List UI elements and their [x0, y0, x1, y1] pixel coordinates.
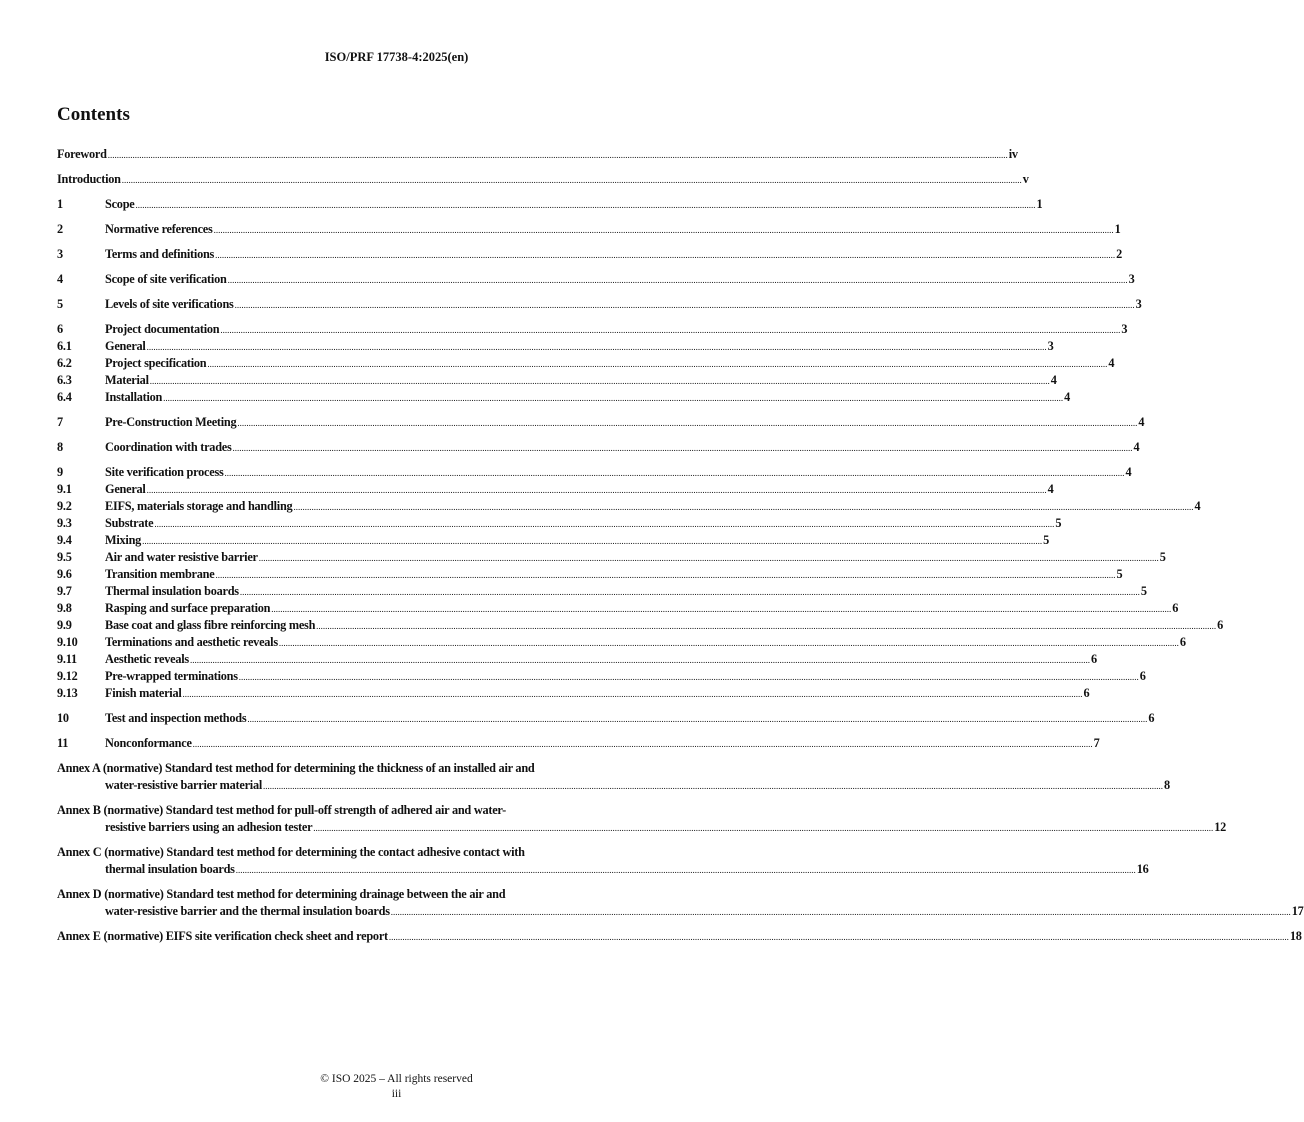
toc-row[interactable] — [57, 338, 1054, 355]
toc-section-number: 11 — [57, 736, 69, 750]
document-header: ISO/PRF 17738-4:2025(en) — [324, 50, 469, 64]
toc-page-number: 6 — [1148, 711, 1155, 725]
toc-page-number: 4 — [1108, 356, 1115, 370]
toc-entry-title: Aesthetic reveals — [105, 652, 189, 666]
toc-row[interactable] — [57, 389, 1071, 406]
toc-row[interactable] — [57, 566, 1123, 583]
toc-entry[interactable] — [57, 928, 1302, 945]
toc-entry-title: Test and inspection methods — [105, 711, 247, 725]
toc-entry-title: Transition membrane — [105, 567, 215, 581]
toc-entry[interactable] — [57, 668, 1146, 685]
toc-entry-title: Installation — [105, 390, 163, 404]
toc-row[interactable] — [57, 414, 1145, 431]
toc-page-number: 17 — [1291, 904, 1304, 918]
toc-section-number: 2 — [57, 222, 63, 236]
toc-row[interactable] — [57, 886, 707, 903]
toc-row-continuation[interactable] — [57, 903, 1304, 920]
toc-page-number: 2 — [1116, 247, 1122, 261]
toc-entry-title: Base coat and glass fibre reinforcing mesh — [105, 618, 316, 632]
toc-entry-title: Coordination with trades — [105, 440, 232, 454]
toc-entry-title: Pre-Construction Meeting — [105, 415, 237, 429]
toc-row[interactable] — [57, 321, 1128, 338]
toc-row[interactable] — [57, 651, 1097, 668]
dot-leader: ................................................................................................................................................................................................................................................................................................................................................................................................................ — [107, 150, 1008, 160]
dot-leader: ................................................................................................................................................................................................................................................................................................................................................................................................................ — [388, 932, 1289, 942]
toc-section-number: 9 — [57, 465, 63, 479]
dot-leader: ................................................................................................................................................................................................................................................................................................................................................................................................................ — [220, 325, 1121, 335]
dot-leader: ................................................................................................................................................................................................................................................................................................................................................................................................................ — [163, 393, 1064, 403]
toc-row[interactable] — [57, 710, 1155, 727]
toc-entry-title: EIFS, materials storage and handling — [105, 499, 293, 513]
toc-entry-title: Annex A (normative) Standard test method for determining the thickness of an installed air and — [57, 761, 535, 775]
dot-leader: ................................................................................................................................................................................................................................................................................................................................................................................................................ — [213, 225, 1114, 235]
toc-entry[interactable] — [57, 802, 1227, 836]
toc-section-number: 6.4 — [57, 390, 72, 404]
dot-leader: ................................................................................................................................................................................................................................................................................................................................................................................................................ — [154, 519, 1055, 529]
toc-section-number: 6.2 — [57, 356, 72, 370]
toc-page-number: 4 — [1047, 482, 1054, 496]
dot-leader: ................................................................................................................................................................................................................................................................................................................................................................................................................ — [146, 485, 1047, 495]
toc-page-number: 16 — [1136, 862, 1149, 876]
dot-leader: ................................................................................................................................................................................................................................................................................................................................................................................................................ — [207, 359, 1108, 369]
toc-entry-title: Annex B (normative) Standard test method for pull-off strength of adhered air and water- — [57, 803, 507, 817]
dot-leader: ................................................................................................................................................................................................................................................................................................................................................................................................................ — [293, 502, 1194, 512]
dot-leader: ................................................................................................................................................................................................................................................................................................................................................................................................................ — [146, 342, 1047, 352]
toc-entry-title: Terms and definitions — [105, 247, 215, 261]
dot-leader: ................................................................................................................................................................................................................................................................................................................................................................................................................ — [224, 468, 1125, 478]
dot-leader: ................................................................................................................................................................................................................................................................................................................................................................................................................ — [238, 672, 1139, 682]
toc-section-number: 9.7 — [57, 584, 72, 598]
toc-section-number: 9.3 — [57, 516, 72, 530]
toc-section-number: 9.2 — [57, 499, 72, 513]
table-of-contents — [57, 146, 1304, 945]
toc-entry-title: Terminations and aesthetic reveals — [105, 635, 278, 649]
toc-entry-title: Nonconformance — [105, 736, 192, 750]
toc-section-number: 6 — [57, 322, 63, 336]
toc-entry[interactable] — [57, 481, 1054, 498]
toc-section-number: 8 — [57, 440, 63, 454]
dot-leader: ................................................................................................................................................................................................................................................................................................................................................................................................................ — [263, 781, 1164, 791]
toc-page-number: 5 — [1116, 567, 1123, 581]
toc-section-number: 10 — [57, 711, 69, 725]
toc-page-number: 8 — [1164, 778, 1170, 792]
toc-row[interactable] — [57, 600, 1179, 617]
toc-row[interactable] — [57, 271, 1135, 288]
toc-section-number: 6.1 — [57, 339, 72, 353]
toc-section-number: 3 — [57, 247, 63, 261]
toc-entry-title: Thermal insulation boards — [105, 584, 239, 598]
dot-leader: ................................................................................................................................................................................................................................................................................................................................................................................................................ — [239, 587, 1140, 597]
toc-page-number: 12 — [1214, 820, 1227, 834]
toc-entry-title: Annex C (normative) Standard test method for determining the contact adhesive contact with — [57, 845, 525, 859]
toc-section-number: 9.1 — [57, 482, 72, 496]
toc-entry[interactable] — [57, 710, 1155, 727]
toc-row[interactable] — [57, 372, 1057, 389]
toc-entry[interactable] — [57, 583, 1147, 600]
toc-page-number: 6 — [1090, 652, 1097, 666]
toc-section-number: 4 — [57, 272, 63, 286]
toc-entry[interactable] — [57, 146, 1018, 163]
toc-row[interactable] — [57, 171, 1029, 188]
dot-leader: ................................................................................................................................................................................................................................................................................................................................................................................................................ — [258, 553, 1159, 563]
toc-entry-title: Material — [105, 373, 149, 387]
toc-row[interactable] — [57, 532, 1049, 549]
toc-row[interactable] — [57, 685, 1090, 702]
toc-entry-title: Pre-wrapped terminations — [105, 669, 238, 683]
toc-entry[interactable] — [57, 414, 1145, 431]
toc-entry-title-continued: water-resistive barrier material — [105, 778, 263, 792]
toc-entry-title: Annex D (normative) Standard test method for determining drainage between the air and — [57, 887, 506, 901]
toc-page-number: 6 — [1172, 601, 1179, 615]
toc-row[interactable] — [57, 617, 1224, 634]
toc-entry[interactable] — [57, 338, 1054, 355]
toc-entry[interactable] — [57, 735, 1100, 752]
toc-entry-title: Site verification process — [105, 465, 224, 479]
toc-entry[interactable] — [57, 171, 1029, 188]
toc-entry-title: Project documentation — [105, 322, 220, 336]
toc-entry[interactable] — [57, 886, 1304, 920]
toc-page-number: 4 — [1050, 373, 1057, 387]
toc-entry-title: Annex E (normative) EIFS site verification check sheet and report — [57, 929, 388, 943]
toc-entry-title: Rasping and surface preparation — [105, 601, 271, 615]
toc-page-number: 3 — [1128, 272, 1135, 286]
toc-entry-title: Foreword — [57, 147, 107, 161]
toc-section-number: 9.5 — [57, 550, 72, 564]
toc-section-number: 5 — [57, 297, 63, 311]
toc-row[interactable] — [57, 439, 1140, 456]
toc-entry-title: Project specification — [105, 356, 207, 370]
page-footer — [0, 1072, 793, 1102]
toc-entry-title-continued: thermal insulation boards — [105, 862, 235, 876]
toc-entry[interactable] — [57, 372, 1057, 389]
toc-row[interactable] — [57, 844, 707, 861]
toc-page-number: 6 — [1217, 618, 1224, 632]
toc-row[interactable] — [57, 735, 1100, 752]
toc-section-number: 9.12 — [57, 669, 78, 683]
toc-page-number: 4 — [1125, 465, 1132, 479]
toc-entry-title: Scope — [105, 197, 135, 211]
copyright-notice: © ISO 2025 – All rights reserved — [320, 1073, 473, 1085]
toc-row[interactable] — [57, 802, 707, 819]
toc-entry[interactable] — [57, 221, 1121, 238]
toc-page-number: 1 — [1036, 197, 1043, 211]
dot-leader: ................................................................................................................................................................................................................................................................................................................................................................................................................ — [227, 275, 1128, 285]
toc-row[interactable] — [57, 498, 1201, 515]
toc-entry-title: Scope of site verification — [105, 272, 227, 286]
toc-entry-title: General — [105, 339, 146, 353]
toc-page-number: 5 — [1055, 516, 1062, 530]
dot-leader: ................................................................................................................................................................................................................................................................................................................................................................................................................ — [135, 200, 1036, 210]
page-number: iii — [391, 1088, 402, 1100]
toc-entry[interactable] — [57, 439, 1140, 456]
contents-title: Contents — [57, 104, 130, 125]
toc-section-number: 1 — [57, 197, 63, 211]
toc-section-number: 9.4 — [57, 533, 72, 547]
toc-page-number: 4 — [1194, 499, 1201, 513]
toc-page-number: 3 — [1047, 339, 1054, 353]
toc-section-number: 6.3 — [57, 373, 72, 387]
toc-entry[interactable] — [57, 760, 1170, 794]
toc-entry-title: General — [105, 482, 146, 496]
toc-row[interactable] — [57, 355, 1115, 372]
toc-row[interactable] — [57, 549, 1166, 566]
dot-leader: ................................................................................................................................................................................................................................................................................................................................................................................................................ — [237, 418, 1138, 428]
toc-entry[interactable] — [57, 498, 1201, 515]
dot-leader: ................................................................................................................................................................................................................................................................................................................................................................................................................ — [192, 739, 1093, 749]
toc-row[interactable] — [57, 928, 1302, 945]
toc-entry[interactable] — [57, 566, 1123, 583]
toc-entry[interactable] — [57, 321, 1128, 338]
toc-row[interactable] — [57, 668, 1146, 685]
toc-section-number: 9.9 — [57, 618, 72, 632]
toc-entry-title: Normative references — [105, 222, 213, 236]
toc-entry[interactable] — [57, 271, 1135, 288]
toc-section-number: 9.6 — [57, 567, 72, 581]
dot-leader: ................................................................................................................................................................................................................................................................................................................................................................................................................ — [390, 907, 1291, 917]
dot-leader: ................................................................................................................................................................................................................................................................................................................................................................................................................ — [278, 638, 1179, 648]
toc-entry[interactable] — [57, 651, 1097, 668]
toc-section-number: 9.11 — [57, 652, 77, 666]
toc-entry-title: Introduction — [57, 172, 121, 186]
dot-leader: ................................................................................................................................................................................................................................................................................................................................................................................................................ — [232, 443, 1133, 453]
toc-entry-title: Air and water resistive barrier — [105, 550, 258, 564]
toc-section-number: 9.8 — [57, 601, 72, 615]
toc-page-number: 5 — [1140, 584, 1147, 598]
dot-leader: ................................................................................................................................................................................................................................................................................................................................................................................................................ — [234, 300, 1135, 310]
toc-row[interactable] — [57, 481, 1054, 498]
toc-entry[interactable] — [57, 296, 1142, 313]
dot-leader: ................................................................................................................................................................................................................................................................................................................................................................................................................ — [121, 175, 1022, 185]
toc-row[interactable] — [57, 196, 1043, 213]
dot-leader: ................................................................................................................................................................................................................................................................................................................................................................................................................ — [182, 689, 1083, 699]
toc-row[interactable] — [57, 464, 1132, 481]
toc-page-number: 4 — [1138, 415, 1145, 429]
toc-page-number: 4 — [1064, 390, 1071, 404]
toc-row[interactable] — [57, 246, 1122, 263]
dot-leader: ................................................................................................................................................................................................................................................................................................................................................................................................................ — [149, 376, 1050, 386]
toc-entry-title: Levels of site verifications — [105, 297, 234, 311]
toc-page-number: 3 — [1121, 322, 1128, 336]
toc-page-number: 3 — [1135, 297, 1142, 311]
toc-entry-title: Finish material — [105, 686, 182, 700]
toc-section-number: 7 — [57, 415, 63, 429]
dot-leader: ................................................................................................................................................................................................................................................................................................................................................................................................................ — [142, 536, 1043, 546]
toc-page-number: 18 — [1289, 929, 1302, 943]
toc-page-number: 1 — [1114, 222, 1121, 236]
toc-entry[interactable] — [57, 246, 1122, 263]
toc-entry-title: Substrate — [105, 516, 154, 530]
dot-leader: ................................................................................................................................................................................................................................................................................................................................................................................................................ — [215, 250, 1116, 260]
toc-entry[interactable] — [57, 549, 1166, 566]
toc-row[interactable] — [57, 146, 1018, 163]
toc-entry[interactable] — [57, 685, 1090, 702]
toc-entry-title-continued: water-resistive barrier and the thermal insulation boards — [105, 904, 390, 918]
toc-entry[interactable] — [57, 844, 1149, 878]
dot-leader: ................................................................................................................................................................................................................................................................................................................................................................................................................ — [316, 621, 1217, 631]
toc-entry[interactable] — [57, 196, 1043, 213]
toc-entry[interactable] — [57, 600, 1179, 617]
toc-entry[interactable] — [57, 617, 1224, 634]
toc-row-continuation[interactable] — [57, 819, 1227, 836]
toc-row[interactable] — [57, 760, 707, 777]
toc-row-continuation[interactable] — [57, 777, 1170, 794]
toc-row[interactable] — [57, 221, 1121, 238]
toc-entry[interactable] — [57, 389, 1071, 406]
toc-entry[interactable] — [57, 532, 1049, 549]
dot-leader: ................................................................................................................................................................................................................................................................................................................................................................................................................ — [189, 655, 1090, 665]
toc-section-number: 9.10 — [57, 635, 78, 649]
toc-entry[interactable] — [57, 355, 1115, 372]
toc-page-number: iv — [1008, 147, 1018, 161]
toc-row[interactable] — [57, 583, 1147, 600]
toc-entry[interactable] — [57, 634, 1186, 651]
toc-page-number: 6 — [1083, 686, 1090, 700]
toc-row[interactable] — [57, 634, 1186, 651]
toc-page-number: 4 — [1133, 440, 1140, 454]
toc-entry[interactable] — [57, 515, 1062, 532]
toc-row-continuation[interactable] — [57, 861, 1149, 878]
dot-leader: ................................................................................................................................................................................................................................................................................................................................................................................................................ — [313, 823, 1214, 833]
dot-leader: ................................................................................................................................................................................................................................................................................................................................................................................................................ — [247, 714, 1148, 724]
toc-page-number: 7 — [1093, 736, 1100, 750]
toc-page-number: 5 — [1159, 550, 1166, 564]
toc-section-number: 9.13 — [57, 686, 78, 700]
toc-page-number: 5 — [1043, 533, 1049, 547]
dot-leader: ................................................................................................................................................................................................................................................................................................................................................................................................................ — [215, 570, 1116, 580]
toc-row[interactable] — [57, 296, 1142, 313]
dot-leader: ................................................................................................................................................................................................................................................................................................................................................................................................................ — [235, 865, 1136, 875]
toc-entry-title: Mixing — [105, 533, 142, 547]
toc-page-number: 6 — [1179, 635, 1186, 649]
toc-entry[interactable] — [57, 464, 1132, 481]
dot-leader: ................................................................................................................................................................................................................................................................................................................................................................................................................ — [271, 604, 1172, 614]
toc-page-number: 6 — [1139, 669, 1146, 683]
toc-page-number: v — [1022, 172, 1029, 186]
toc-entry-title-continued: resistive barriers using an adhesion tester — [105, 820, 313, 834]
toc-row[interactable] — [57, 515, 1062, 532]
